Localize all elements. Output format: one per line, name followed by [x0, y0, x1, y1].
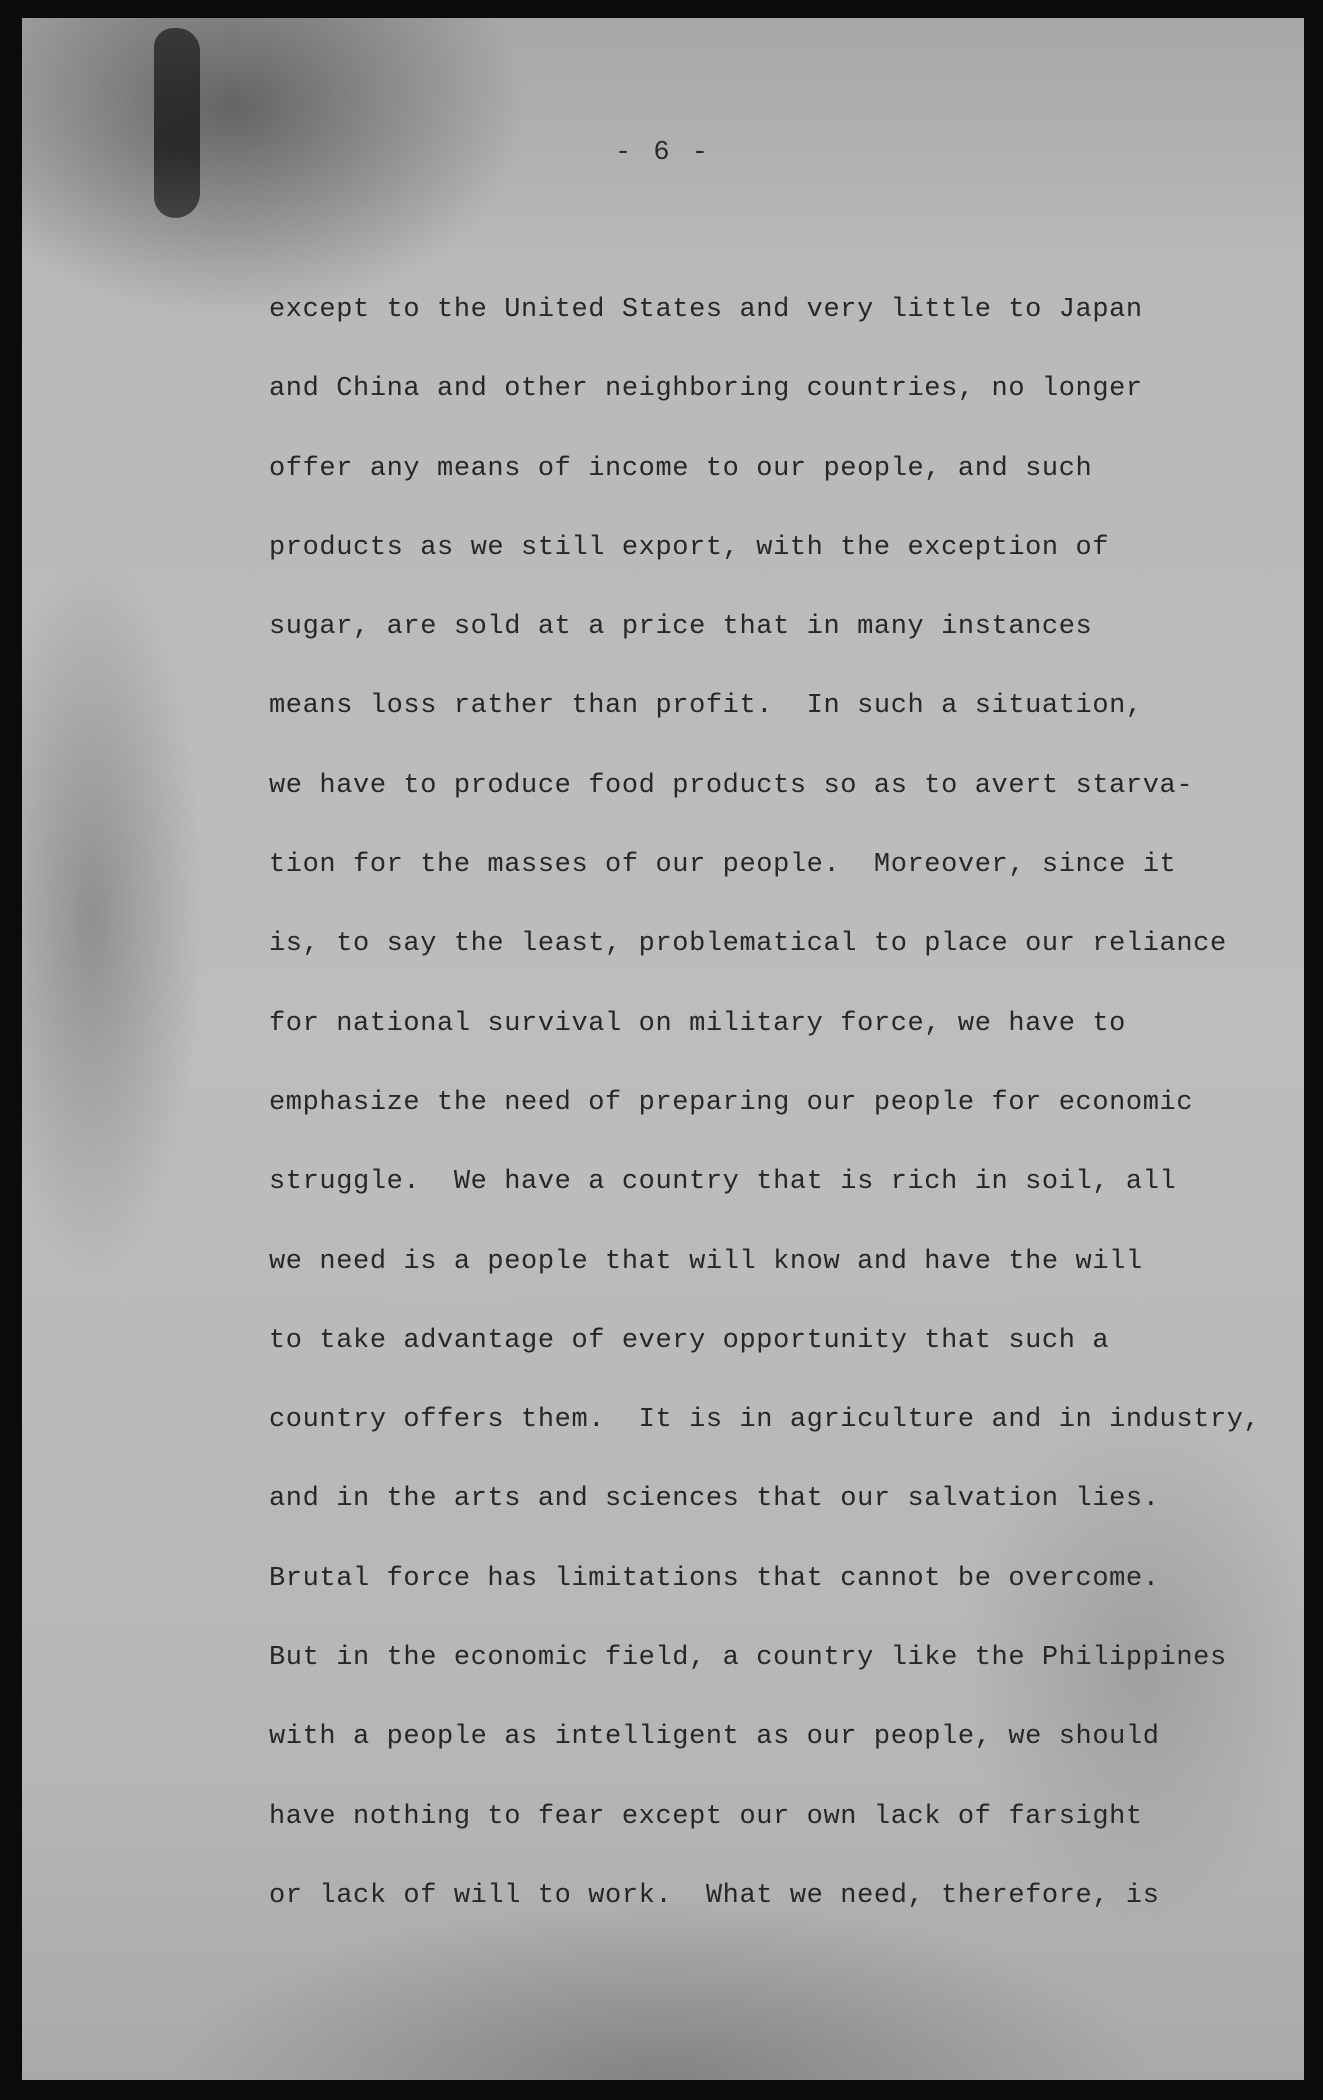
text-line: But in the economic field, a country like the Philippines — [269, 1643, 1227, 1674]
document-page — [22, 18, 1304, 2080]
text-line: and China and other neighboring countries, no longer — [269, 374, 1143, 405]
text-line: struggle. We have a country that is rich in soil, all — [269, 1167, 1177, 1198]
text-line: country offers them. It is in agriculture and in industry, — [269, 1405, 1261, 1436]
ink-stain — [154, 28, 200, 218]
text-line: products as we still export, with the exception of — [269, 532, 1110, 563]
text-line: means loss rather than profit. In such a situation, — [269, 691, 1143, 722]
text-line: or lack of will to work. What we need, therefore, is — [269, 1880, 1160, 1911]
text-line: to take advantage of every opportunity that such a — [269, 1325, 1110, 1356]
text-line: we have to produce food products so as to avert starva- — [269, 770, 1194, 801]
text-line: tion for the masses of our people. Moreover, since it — [269, 850, 1177, 881]
text-line: is, to say the least, problematical to place our reliance — [269, 929, 1227, 960]
page-number: - 6 - — [614, 138, 711, 168]
text-line: Brutal force has limitations that cannot be overcome. — [269, 1563, 1160, 1594]
text-line: we need is a people that will know and have the will — [269, 1246, 1143, 1277]
text-line: with a people as intelligent as our people, we should — [269, 1722, 1160, 1753]
text-line: offer any means of income to our people, and such — [269, 453, 1093, 484]
text-line: except to the United States and very little to Japan — [269, 295, 1143, 325]
body-text — [269, 290, 1279, 1955]
text-line: have nothing to fear except our own lack of farsight — [269, 1801, 1143, 1832]
text-line: sugar, are sold at a price that in many instances — [269, 612, 1093, 643]
text-line: and in the arts and sciences that our salvation lies. — [269, 1484, 1160, 1515]
text-line: for national survival on military force, we have to — [269, 1008, 1126, 1039]
text-line: emphasize the need of preparing our people for economic — [269, 1087, 1194, 1118]
